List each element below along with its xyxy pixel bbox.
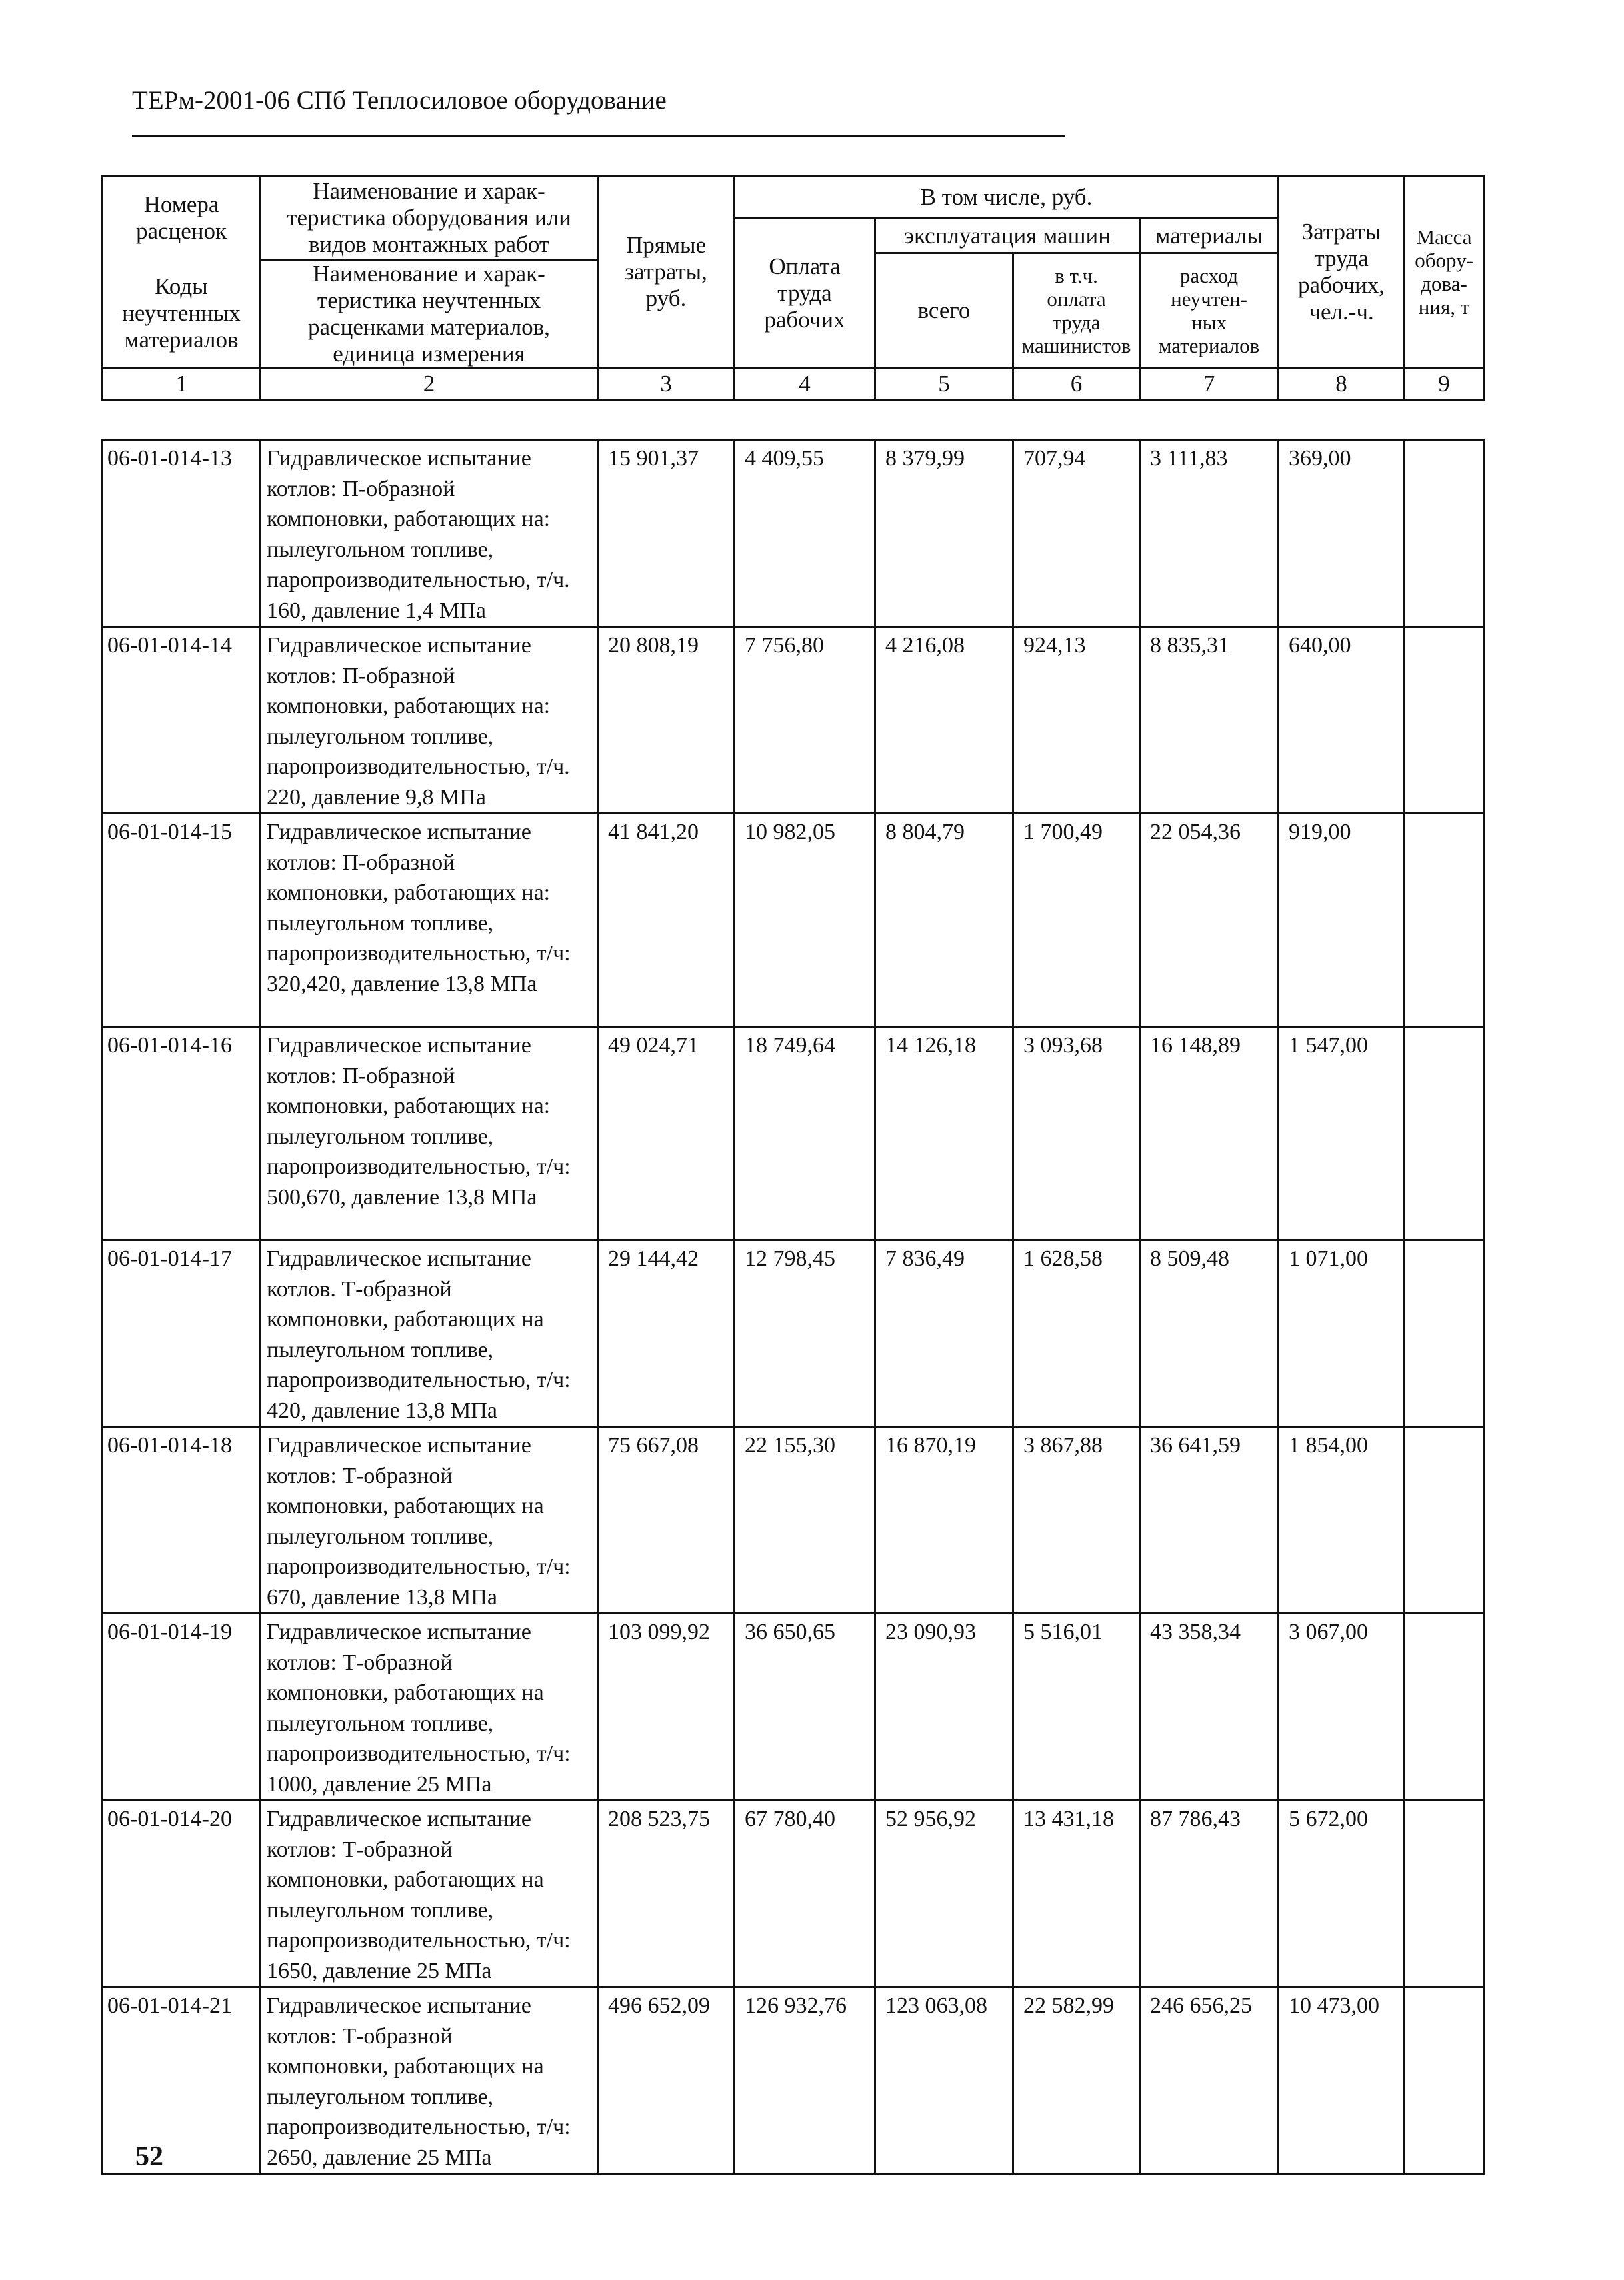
operator-pay-value: 1 700,49	[1013, 814, 1140, 1027]
machines-total-value: 7 836,49	[875, 1240, 1013, 1427]
direct-costs-value: 15 901,37	[598, 440, 735, 627]
column-number: 3	[598, 369, 735, 400]
description-line: 670, давление 13,8 МПа	[267, 1584, 497, 1610]
materials-value: 8 835,31	[1140, 627, 1279, 814]
description-line: котлов: П-образной	[267, 663, 455, 688]
operator-pay-value: 707,94	[1013, 440, 1140, 627]
materials-value: 36 641,59	[1140, 1427, 1279, 1614]
description-line: 2650, давление 25 МПа	[267, 2145, 492, 2170]
description-line: 1650, давление 25 МПа	[267, 1958, 492, 1983]
description-line: Гидравлическое испытание	[267, 1807, 531, 1831]
description-line: пылеугольном топливе,	[267, 1711, 494, 1736]
labor-hours-value: 1 547,00	[1279, 1027, 1405, 1240]
rate-code: 06-01-014-17	[103, 1240, 261, 1427]
materials-value: 3 111,83	[1140, 440, 1279, 627]
description-line: компоновки, работающих на	[267, 1680, 544, 1705]
description-line: пылеугольном топливе,	[267, 1524, 494, 1549]
equipment-mass-value	[1405, 627, 1484, 814]
table-row	[103, 1801, 1484, 1987]
direct-costs-value: 208 523,75	[598, 1801, 735, 1987]
direct-costs-value: 41 841,20	[598, 814, 735, 1027]
rate-code: 06-01-014-18	[103, 1427, 261, 1614]
rate-code: 06-01-014-14	[103, 627, 261, 814]
header-material-name: Наименование и харак- теристика неучтенных расценками материалов, единица измерения	[261, 260, 598, 369]
equipment-mass-value	[1405, 1427, 1484, 1614]
work-description	[261, 1240, 598, 1427]
header-worker-pay: Оплата труда рабочих	[735, 219, 875, 369]
table-row	[103, 440, 1484, 627]
table-row	[103, 1240, 1484, 1427]
machines-total-value: 8 379,99	[875, 440, 1013, 627]
column-number: 7	[1140, 369, 1279, 400]
description-line: пылеугольном топливе,	[267, 537, 494, 562]
description-line: 160, давление 1,4 МПа	[267, 598, 486, 623]
description-line: Гидравлическое испытание	[267, 1620, 531, 1644]
equipment-mass-value	[1405, 1240, 1484, 1427]
description-line: Гидравлическое испытание	[267, 633, 531, 658]
description-line: котлов: П-образной	[267, 850, 455, 875]
column-number: 4	[735, 369, 875, 400]
rate-code: 06-01-014-20	[103, 1801, 261, 1987]
work-description	[261, 1027, 598, 1240]
rates-table	[101, 439, 1485, 2175]
description-line: котлов: П-образной	[267, 1063, 455, 1088]
rate-code: 06-01-014-13	[103, 440, 261, 627]
worker-pay-value: 7 756,80	[735, 627, 875, 814]
description-line: пылеугольном топливе,	[267, 1337, 494, 1362]
equipment-mass-value	[1405, 1027, 1484, 1240]
column-number: 5	[875, 369, 1013, 400]
description-line: компоновки, работающих на	[267, 2054, 544, 2079]
description-line: компоновки, работающих на:	[267, 1094, 551, 1118]
operator-pay-value: 924,13	[1013, 627, 1140, 814]
worker-pay-value: 22 155,30	[735, 1427, 875, 1614]
table-row	[103, 1027, 1484, 1240]
description-line: котлов. Т-образной	[267, 1276, 452, 1302]
description-line: Гидравлическое испытание	[267, 446, 531, 471]
worker-pay-value: 12 798,45	[735, 1240, 875, 1427]
worker-pay-value: 10 982,05	[735, 814, 875, 1027]
machines-total-value: 16 870,19	[875, 1427, 1013, 1614]
equipment-mass-value	[1405, 1987, 1484, 2174]
description-line: паропроизводительностью, т/ч.	[267, 567, 570, 592]
labor-hours-value: 640,00	[1279, 627, 1405, 814]
description-line: Гидравлическое испытание	[267, 1033, 531, 1058]
machines-total-value: 14 126,18	[875, 1027, 1013, 1240]
direct-costs-value: 496 652,09	[598, 1987, 735, 2174]
rate-code: 06-01-014-19	[103, 1614, 261, 1801]
header-work-name: Наименование и харак- теристика оборудования или видов монтажных работ	[261, 176, 598, 260]
direct-costs-value: 75 667,08	[598, 1427, 735, 1614]
description-line: Гидравлическое испытание	[267, 1433, 531, 1458]
operator-pay-value: 3 867,88	[1013, 1427, 1140, 1614]
equipment-mass-value	[1405, 440, 1484, 627]
header-labor-hours: Затраты труда рабочих, чел.-ч.	[1279, 176, 1405, 369]
materials-value: 16 148,89	[1140, 1027, 1279, 1240]
description-line: компоновки, работающих на	[267, 1494, 544, 1518]
table-row	[103, 627, 1484, 814]
description-line: котлов: П-образной	[267, 476, 455, 501]
worker-pay-value: 4 409,55	[735, 440, 875, 627]
table-row	[103, 1614, 1484, 1801]
header-material-codes: Коды неучтенных материалов	[103, 260, 261, 369]
header-machines-total: всего	[875, 253, 1013, 369]
description-line: Гидравлическое испытание	[267, 820, 531, 844]
description-line: паропроизводительностью, т/ч:	[267, 941, 571, 966]
description-line: компоновки, работающих на	[267, 1307, 544, 1332]
description-line: Гидравлическое испытание	[267, 1246, 531, 1271]
work-description	[261, 1427, 598, 1614]
table-row	[103, 1987, 1484, 2174]
header-operator-pay: в т.ч. оплата труда машинистов	[1013, 253, 1140, 369]
description-line: 420, давление 13,8 МПа	[267, 1398, 497, 1423]
machines-total-value: 8 804,79	[875, 814, 1013, 1027]
header-equipment-mass: Масса обору- дова- ния, т	[1405, 176, 1484, 369]
description-line: котлов: Т-образной	[267, 2023, 453, 2049]
header-unaccounted-materials: расход неучтен- ных материалов	[1140, 253, 1279, 369]
description-line: 1000, давление 25 МПа	[267, 1771, 492, 1797]
description-line: котлов: Т-образной	[267, 1650, 453, 1675]
labor-hours-value: 1 071,00	[1279, 1240, 1405, 1427]
direct-costs-value: 49 024,71	[598, 1027, 735, 1240]
labor-hours-value: 5 672,00	[1279, 1801, 1405, 1987]
description-line: пылеугольном топливе,	[267, 1124, 494, 1149]
machines-total-value: 4 216,08	[875, 627, 1013, 814]
description-line: 320,420, давление 13,8 МПа	[267, 971, 537, 996]
description-line: паропроизводительностью, т/ч:	[267, 1928, 571, 1953]
description-line: пылеугольном топливе,	[267, 2084, 494, 2109]
work-description	[261, 627, 598, 814]
worker-pay-value: 18 749,64	[735, 1027, 875, 1240]
work-description	[261, 440, 598, 627]
work-description	[261, 1801, 598, 1987]
description-line: компоновки, работающих на	[267, 1867, 544, 1892]
table-header	[101, 175, 1485, 401]
labor-hours-value: 369,00	[1279, 440, 1405, 627]
description-line: паропроизводительностью, т/ч:	[267, 1554, 571, 1579]
equipment-mass-value	[1405, 1614, 1484, 1801]
materials-value: 87 786,43	[1140, 1801, 1279, 1987]
operator-pay-value: 1 628,58	[1013, 1240, 1140, 1427]
header-including: В том числе, руб.	[735, 176, 1279, 219]
table-row	[103, 1427, 1484, 1614]
column-number: 6	[1013, 369, 1140, 400]
machines-total-value: 23 090,93	[875, 1614, 1013, 1801]
description-line: компоновки, работающих на:	[267, 880, 551, 905]
equipment-mass-value	[1405, 814, 1484, 1027]
rate-code: 06-01-014-15	[103, 814, 261, 1027]
operator-pay-value: 3 093,68	[1013, 1027, 1140, 1240]
description-line: 220, давление 9,8 МПа	[267, 784, 486, 810]
header-rate-numbers: Номера расценок	[103, 176, 261, 260]
operator-pay-value: 22 582,99	[1013, 1987, 1140, 2174]
column-number: 9	[1405, 369, 1484, 400]
direct-costs-value: 29 144,42	[598, 1240, 735, 1427]
worker-pay-value: 67 780,40	[735, 1801, 875, 1987]
description-line: пылеугольном топливе,	[267, 910, 494, 936]
work-description	[261, 1987, 598, 2174]
description-line: компоновки, работающих на:	[267, 694, 551, 718]
description-line: котлов: Т-образной	[267, 1463, 453, 1488]
description-line: котлов: Т-образной	[267, 1837, 453, 1862]
direct-costs-value: 20 808,19	[598, 627, 735, 814]
description-line: паропроизводительностью, т/ч.	[267, 754, 570, 779]
direct-costs-value: 103 099,92	[598, 1614, 735, 1801]
equipment-mass-value	[1405, 1801, 1484, 1987]
description-line: паропроизводительностью, т/ч:	[267, 1154, 571, 1179]
machines-total-value: 123 063,08	[875, 1987, 1013, 2174]
rate-code: 06-01-014-16	[103, 1027, 261, 1240]
materials-value: 8 509,48	[1140, 1240, 1279, 1427]
document-title: ТЕРм-2001-06 СПб Теплосиловое оборудование	[132, 86, 667, 115]
worker-pay-value: 126 932,76	[735, 1987, 875, 2174]
column-number: 8	[1279, 369, 1405, 400]
page-number: 52	[135, 2141, 163, 2172]
labor-hours-value: 10 473,00	[1279, 1987, 1405, 2174]
worker-pay-value: 36 650,65	[735, 1614, 875, 1801]
description-line: 500,670, давление 13,8 МПа	[267, 1184, 537, 1210]
materials-value: 246 656,25	[1140, 1987, 1279, 2174]
operator-pay-value: 13 431,18	[1013, 1801, 1140, 1987]
column-numbers-row	[103, 369, 1484, 400]
description-line: паропроизводительностью, т/ч:	[267, 2115, 571, 2139]
description-line: компоновки, работающих на:	[267, 507, 551, 531]
description-line: паропроизводительностью, т/ч:	[267, 1741, 571, 1766]
materials-value: 22 054,36	[1140, 814, 1279, 1027]
description-line: паропроизводительностью, т/ч:	[267, 1368, 571, 1392]
header-direct-costs: Прямые затраты, руб.	[598, 176, 735, 369]
description-line: пылеугольном топливе,	[267, 724, 494, 749]
machines-total-value: 52 956,92	[875, 1801, 1013, 1987]
operator-pay-value: 5 516,01	[1013, 1614, 1140, 1801]
work-description	[261, 814, 598, 1027]
description-line: Гидравлическое испытание	[267, 1993, 531, 2018]
description-line: пылеугольном топливе,	[267, 1897, 494, 1923]
column-number: 2	[261, 369, 598, 400]
column-number: 1	[103, 369, 261, 400]
title-underline	[132, 135, 1065, 137]
labor-hours-value: 919,00	[1279, 814, 1405, 1027]
work-description	[261, 1614, 598, 1801]
labor-hours-value: 3 067,00	[1279, 1614, 1405, 1801]
header-machine-operation: эксплуатация машин	[875, 219, 1140, 253]
header-materials: материалы	[1140, 219, 1279, 253]
labor-hours-value: 1 854,00	[1279, 1427, 1405, 1614]
table-row	[103, 814, 1484, 1027]
rate-code: 06-01-014-21	[103, 1987, 261, 2174]
materials-value: 43 358,34	[1140, 1614, 1279, 1801]
